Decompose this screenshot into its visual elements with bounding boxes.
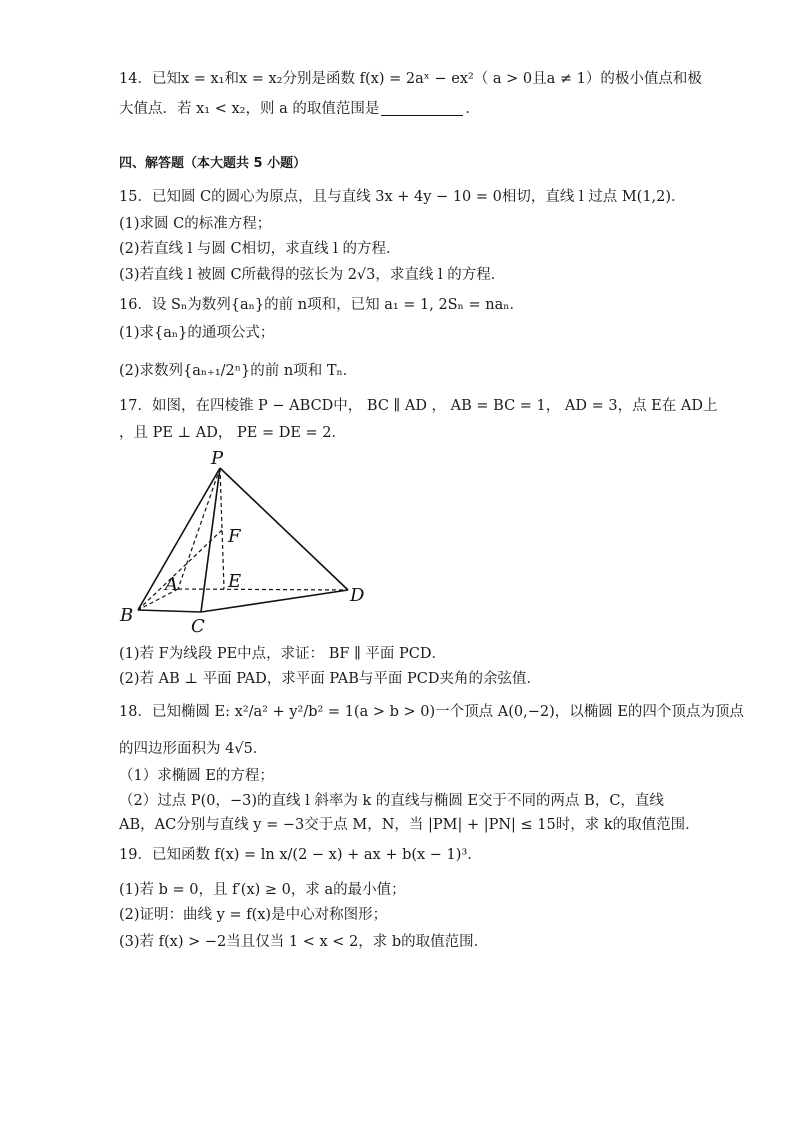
answer-blank	[381, 101, 463, 116]
q14-line2-text: 大值点．若 x₁ < x₂，则 a 的取值范围是	[119, 101, 380, 117]
label-A: A	[165, 574, 178, 595]
edge-PE	[220, 468, 224, 589]
q19-part1: (1)若 b = 0，且 f′(x) ≥ 0，求 a的最小值；	[119, 882, 406, 898]
q15-part3: (3)若直线 l 被圆 C所截得的弦长为 2√3，求直线 l 的方程．	[119, 267, 506, 283]
q14-line1: 14．已知x = x₁和x = x₂分别是函数 f(x) = 2aˣ − ex²（ a > 0且a ≠ 1）的极小值点和极	[119, 71, 702, 87]
label-F: F	[228, 526, 241, 547]
pyramid-diagram	[118, 446, 374, 640]
q19-part2: (2)证明：曲线 y = f(x)是中心对称图形；	[119, 907, 388, 923]
label-B: B	[120, 605, 134, 626]
label-D: D	[350, 585, 365, 606]
q16-stem: 16．设 Sₙ为数列{aₙ}的前 n项和，已知 a₁ = 1, 2Sₙ = naₙ．	[119, 297, 525, 313]
label-C: C	[191, 616, 205, 637]
q19-stem: 19．已知函数 f(x) = ln x/(2 − x) + ax + b(x − 1)³．	[119, 847, 482, 863]
q16-part1: (1)求{aₙ}的通项公式；	[119, 325, 275, 341]
edge-BF	[138, 530, 222, 610]
q18-part2-line1: （2）过点 P(0，−3)的直线 l 斜率为 k 的直线与椭圆 E交于不同的两点 B，C，直线	[119, 793, 664, 809]
q17-stem-line1: 17．如图，在四棱锥 P − ABCD中， BC ∥ AD ， AB = BC = 1， AD = 3，点 E在 AD上	[119, 398, 718, 414]
q15-part2: (2)若直线 l 与圆 C相切，求直线 l 的方程．	[119, 241, 401, 257]
edge-CD	[201, 590, 348, 612]
q14-line2-end: ．	[465, 101, 480, 117]
section-heading: 四、解答题（本大题共 5 小题）	[119, 156, 307, 171]
q18-part1: （1）求椭圆 E的方程；	[119, 768, 274, 784]
q16-part2: (2)求数列{aₙ₊₁/2ⁿ}的前 n项和 Tₙ．	[119, 363, 358, 379]
edge-PC	[201, 468, 220, 612]
q18-stem-line1: 18．已知椭圆 E: x²/a² + y²/b² = 1(a > b > 0)一个顶点 A(0,−2)，以椭圆 E的四个顶点为顶点	[119, 704, 744, 720]
label-P: P	[211, 448, 224, 469]
edge-BC	[138, 610, 201, 612]
q17-part2: (2)若 AB ⊥ 平面 PAD，求平面 PAB与平面 PCD夹角的余弦值．	[119, 671, 542, 687]
q18-part2-line2: AB，AC分别与直线 y = −3交于点 M，N，当 |PM| + |PN| ≤ 15时，求 k的取值范围．	[119, 817, 700, 833]
label-E: E	[228, 571, 242, 592]
q15-part1: (1)求圆 C的标准方程；	[119, 216, 272, 232]
q17-stem-line2: ，且 PE ⊥ AD， PE = DE = 2．	[119, 425, 347, 441]
q14-line2	[119, 100, 480, 118]
q19-part3: (3)若 f(x) > −2当且仅当 1 < x < 2，求 b的取值范围．	[119, 934, 489, 950]
q15-stem: 15．已知圆 C的圆心为原点，且与直线 3x + 4y − 10 = 0相切，直线 l 过点 M(1,2)．	[119, 189, 686, 205]
q17-part1: (1)若 F为线段 PE中点，求证： BF ∥ 平面 PCD．	[119, 646, 446, 662]
q18-stem-line2: 的四边形面积为 4√5．	[119, 741, 268, 757]
pyramid-figure	[118, 446, 374, 640]
